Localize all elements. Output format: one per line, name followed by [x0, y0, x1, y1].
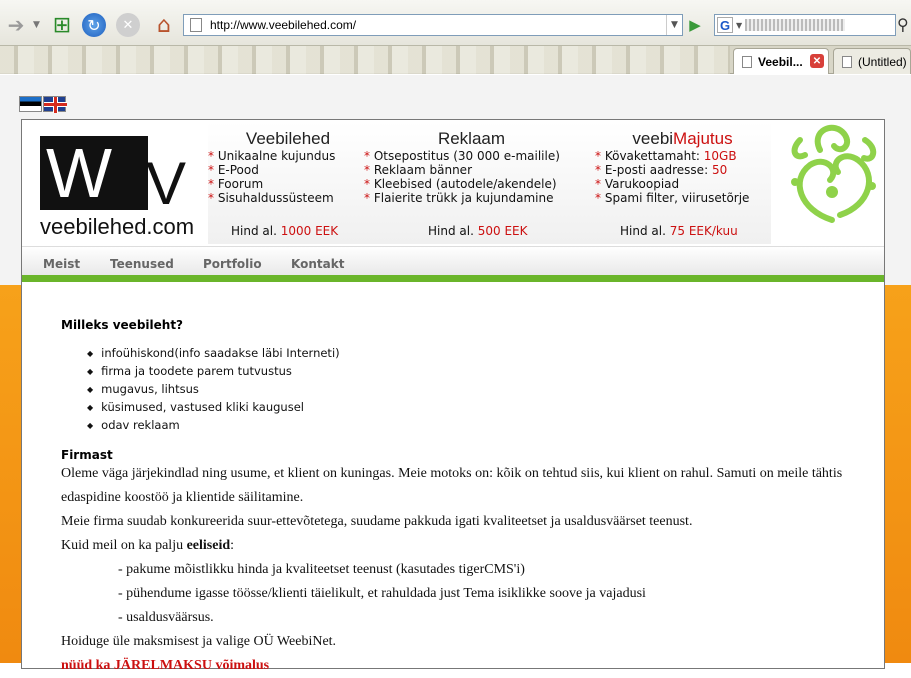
column-reklaam — [364, 129, 579, 205]
advantage-item: - pühendume igasse töösse/klienti täielikult, et rahuldada just Tema isiklikke soove ja vajadusi — [118, 586, 646, 601]
column-title: veebiMajutus — [632, 129, 733, 148]
why-list — [87, 345, 871, 435]
home-icon[interactable]: ⌂ — [157, 12, 171, 38]
list-item: * E-Pood — [208, 163, 259, 177]
column-majutus — [595, 129, 770, 205]
url-text[interactable]: http://www.veebilehed.com/ — [210, 18, 357, 32]
logo-v-mark: V — [146, 150, 187, 217]
list-item: ◆ odav reklaam — [87, 417, 871, 435]
nav-item-kontakt[interactable]: Kontakt — [291, 257, 345, 271]
paragraph-motto: Oleme väga järjekindlad ning usume, et klient on kuningas. Meie motoks on: kõik on tehtud siis, kui klient on rahul. Samuti on meile tähtis edaspidine koostöö ja klientide säilitamine. — [61, 466, 843, 505]
list-item: * Flaierite trükk ja kujundamine — [364, 191, 554, 205]
paragraph-compete: Meie firma suudab konkureerida suur-ettevõtetega, suudame pakkuda igati kvaliteetset ja usaldusväärset teenust. — [61, 514, 693, 529]
tab-untitled[interactable] — [833, 48, 911, 74]
page-icon — [842, 56, 852, 68]
list-item: * Sisuhaldussüsteem — [208, 191, 334, 205]
nav-item-meist[interactable]: Meist — [43, 257, 81, 271]
go-icon[interactable]: ▶ — [689, 16, 701, 34]
logo-text: veebilehed.com — [40, 214, 195, 239]
list-item: * Otsepostitus (30 000 e-mailile) — [364, 149, 560, 163]
list-item: * Varukoopiad — [595, 177, 680, 191]
list-item: * Kövakettamaht: 10GB — [595, 149, 737, 163]
tab-label: Veebil... — [758, 54, 803, 69]
page-icon — [742, 56, 752, 68]
list-item: * Unikaalne kujundus — [208, 149, 336, 163]
logo-wv-mark: W — [46, 134, 99, 212]
list-item: ◆ küsimused, vastused kliki kaugusel — [87, 399, 871, 417]
google-icon[interactable]: G — [717, 17, 733, 33]
stop-icon[interactable]: ✕ — [116, 13, 140, 37]
list-item: ◆ firma ja toodete parem tutvustus — [87, 363, 871, 381]
search-icon[interactable]: ⚲ — [897, 15, 909, 34]
advantage-item: - usaldusväärsus. — [118, 610, 214, 625]
tab-label: (Untitled) — [858, 54, 907, 69]
main-content — [61, 318, 871, 678]
tab-strip — [0, 46, 911, 74]
close-icon[interactable]: ✕ — [810, 54, 824, 68]
nav-accent-bar — [22, 275, 884, 282]
column-title: Veebilehed — [245, 129, 331, 148]
paragraph-advantages: Kuid meil on ka palju eeliseid: — [61, 538, 235, 553]
english-flag-icon[interactable] — [43, 96, 66, 112]
column-veebilehed — [208, 129, 368, 205]
list-item: ◆ infoühiskond(info saadakse läbi Interneti) — [87, 345, 871, 363]
list-item: ◆ mugavus, lihtsus — [87, 381, 871, 399]
address-bar[interactable] — [183, 14, 683, 36]
list-item: * Spami filter, viirusetõrje — [595, 191, 750, 205]
page-icon — [190, 18, 202, 32]
decorative-swirl-icon — [780, 120, 884, 225]
main-navigation — [22, 246, 884, 276]
web-page — [0, 75, 911, 673]
paragraph-choose: Hoiduge üle maksmisest ja valige OÜ WeebiNet. — [61, 634, 337, 649]
section-heading-firm: Firmast — [61, 448, 113, 462]
nav-item-portfolio[interactable]: Portfolio — [203, 257, 262, 271]
list-item: * E-posti aadresse: 50 — [595, 163, 728, 177]
price-veebilehed: Hind al. 1000 EEK — [231, 224, 339, 238]
url-dropdown-icon[interactable]: ▼ — [666, 15, 682, 35]
search-text-blurred — [745, 19, 845, 31]
advantage-item: - pakume mõistlikku hinda ja kvaliteetset teenust (kasutades tigerCMS'i) — [118, 562, 525, 577]
list-item: * Kleebised (autodele/akendele) — [364, 177, 557, 191]
language-selector — [19, 96, 66, 112]
site-logo[interactable] — [40, 136, 210, 241]
site-frame — [21, 119, 885, 673]
tab-strip-background — [0, 46, 730, 74]
installment-notice: nüüd ka JÄRELMAKSU võimalus — [61, 658, 270, 673]
section-heading-why: Milleks veebileht? — [61, 318, 184, 332]
price-reklaam: Hind al. 500 EEK — [428, 224, 528, 238]
tab-veebilehed[interactable] — [733, 48, 829, 74]
back-dropdown-icon[interactable]: ▼ — [33, 20, 40, 30]
new-tab-icon[interactable]: ⊞ — [52, 12, 72, 38]
back-arrow-icon[interactable]: ➔ — [7, 13, 25, 37]
nav-item-teenused[interactable]: Teenused — [110, 257, 174, 271]
list-item: * Foorum — [208, 177, 264, 191]
price-majutus: Hind al. 75 EEK/kuu — [620, 224, 738, 238]
reload-icon[interactable]: ↻ — [82, 13, 106, 37]
list-item: * Reklaam bänner — [364, 163, 473, 177]
search-engine-dropdown-icon[interactable]: ▼ — [736, 20, 743, 30]
column-title: Reklaam — [437, 129, 506, 148]
search-input[interactable] — [714, 14, 896, 36]
browser-toolbar — [0, 0, 911, 46]
estonian-flag-icon[interactable] — [19, 96, 42, 112]
